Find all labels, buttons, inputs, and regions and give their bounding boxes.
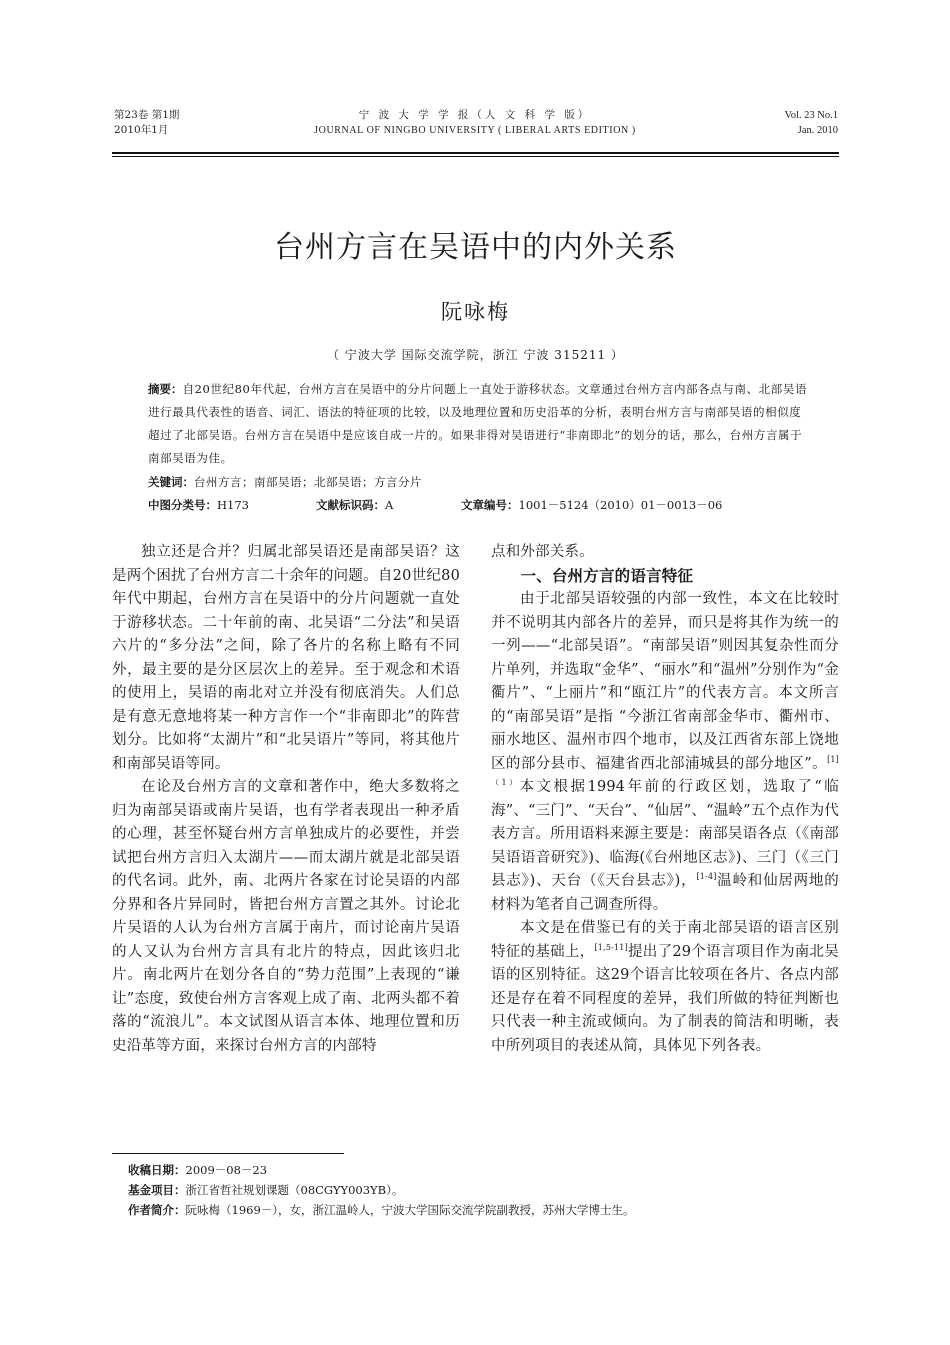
volume-issue-en: Vol. 23 No.1 [784, 110, 838, 121]
body-paragraph: 独立还是合并？归属北部吴语还是南部吴语？这是两个困扰了台州方言二十余年的问题。自20世纪80年代中期起，台州方言在吴语中的分片问题就一直处于游移状态。二十年前的南、北吴语“二分法”和吴语六片的“多分法”之间，除了各片的名称上略有不同外，最主要的是分区层次上的差异。至于观念和术语的使用上，吴语的南北对立并没有彻底消失。人们总是有意无意地将某一种方言作一个“非南即北”的阵营划分。比如将“太湖片”和“北吴语片”等同，将其他片和南部吴语等同。 [112, 544, 460, 772]
article-id-value: 1001－5124（2010）01－0013－06 [518, 498, 723, 512]
author-bio-label: 作者简介： [128, 1203, 186, 1217]
clc-label: 中图分类号： [148, 498, 217, 512]
volume-issue-cn: 第23卷 第1期 [114, 109, 180, 121]
keywords-label: 关键词： [148, 475, 194, 489]
citation-marker: [1]（1） [491, 754, 839, 788]
paragraph-text: 本文是在借鉴已有的关于南北部吴语的语言区别特征的基础上， [491, 920, 839, 960]
author-affiliation: （ 宁波大学 国际交流学院，浙江 宁波 315211 ） [327, 348, 624, 362]
paragraph-text: 提出了29个语言项目作为南北吴语的区别特征。这29个语言比较项在各片、各点内部还是存在着不同程度的差异，我们所做的特征判断也只代表一种主流或倾向。为了制表的简洁和明晰，表中所列项目的表述从简，具体见下列各表。 [491, 943, 839, 1054]
header-rule-thick [112, 152, 839, 154]
paragraph-text: 本文根据1994年前的行政区划，选取了“临海”、“三门”、“天台”、“仙居”、“温岭”五个点作为代表方言。所用语料来源主要是：南部吴语各点（《南部吴语语音研究》)、临海(《台州地区志》)、三门（《三门县志》)、天台（《天台县志》)， [491, 779, 839, 889]
clc-value: H173 [217, 498, 249, 512]
doc-code-value: A [385, 498, 394, 512]
citation-marker: [1-4] [696, 872, 717, 882]
keywords-text: 台州方言；南部吴语；北部吴语；方言分片 [194, 475, 422, 489]
article-id-label: 文章编号： [461, 498, 519, 512]
running-header-center [250, 108, 700, 138]
received-value: 2009－08－23 [185, 1163, 268, 1177]
author-bio-value: 阮咏梅（1969－），女，浙江温岭人，宁波大学国际交流学院副教授，苏州大学博士生。 [185, 1203, 635, 1217]
keywords [148, 471, 813, 494]
received-label: 收稿日期： [128, 1163, 186, 1177]
body-paragraph: 在论及台州方言的文章和著作中，绝大多数将之归为南部吴语或南片吴语，也有学者表现出一种矛盾的心理，甚至怀疑台州方言单独成片的必要性，并尝试把台州方言归入太湖片——而太湖片就是北部吴语的代名词。此外，南、北两片各家在讨论吴语的内部分界和各片异同时，皆把台州方言置之其外。讨论北片吴语的人认为台州方言属于南片，而讨论南片吴语的人又认为台州方言具有北片的特点，因此该归北片。南北两片在划分各自的“势力范围”上表现的“谦让”态度，致使台州方言客观上成了南、北两头都不着落的“流浪儿”。本文试图从语言本体、地理位置和历史沿革等方面，来探讨台州方言的内部特 [112, 779, 460, 1054]
body-column-left [112, 541, 460, 1058]
fund-value: 浙江省哲社规划课题（08CGYY003YB）。 [185, 1183, 404, 1197]
fund-label: 基金项目： [128, 1183, 186, 1197]
header-rule-thin [112, 156, 839, 157]
running-header-right [785, 108, 838, 138]
abstract-label: 摘要： [148, 382, 183, 396]
doc-code-label: 文献标识码： [316, 498, 385, 512]
body-paragraph [491, 917, 839, 1058]
paragraph-text: 温岭和仙居两地的材料为笔者自己调查所得。 [491, 873, 839, 913]
body-paragraph-continued: 点和外部关系。 [491, 544, 594, 560]
journal-name-en: JOURNAL OF NINGBO UNIVERSITY ( LIBERAL ARTS EDITION ) [314, 125, 636, 136]
body-paragraph [491, 588, 839, 917]
running-header-left [114, 108, 179, 138]
abstract [148, 378, 813, 470]
body-column-right [491, 541, 839, 1058]
author-name: 阮咏梅 [441, 300, 510, 324]
date-en: Jan. 2010 [797, 125, 838, 136]
article-title: 台州方言在吴语中的内外关系 [274, 230, 677, 265]
journal-name-cn: 宁 波 大 学 学 报（人 文 科 学 版） [358, 109, 592, 121]
date-cn: 2010年1月 [114, 124, 169, 136]
footnote-rule [112, 1153, 344, 1154]
section-heading: 一、台州方言的语言特征 [520, 566, 694, 585]
footnotes [128, 1160, 848, 1220]
classification-line [148, 494, 813, 517]
paragraph-text: 由于北部吴语较强的内部一致性，本文在比较时并不说明其内部各片的差异，而只是将其作为统一的一列——“北部吴语”。“南部吴语”则因其复杂性而分片单列，并选取“金华”、“丽水”和“温州”分别作为“金衢片”、“上丽片”和“瓯江片”的代表方言。本文所言的“南部吴语”是指 “今浙江省南部金华市、衢州市、丽水地区、温州市四个地市，以及江西省东部上饶地区的部分县市、福建省西北部浦城县的部分地区”。 [491, 591, 839, 772]
received-date [128, 1160, 848, 1180]
citation-marker: [1,5-11] [594, 942, 628, 952]
fund-project [128, 1180, 848, 1200]
author-bio [128, 1200, 848, 1220]
abstract-text: 自20世纪80年代起，台州方言在吴语中的分片问题上一直处于游移状态。文章通过台州方言内部各点与南、北部吴语进行最具代表性的语音、词汇、语法的特征项的比较，以及地理位置和历史沿革的分析，表明台州方言与南部吴语的相似度超过了北部吴语。台州方言在吴语中是应该自成一片的。如果非得对吴语进行“非南即北”的划分的话，那么，台州方言属于南部吴语为佳。 [148, 382, 808, 465]
